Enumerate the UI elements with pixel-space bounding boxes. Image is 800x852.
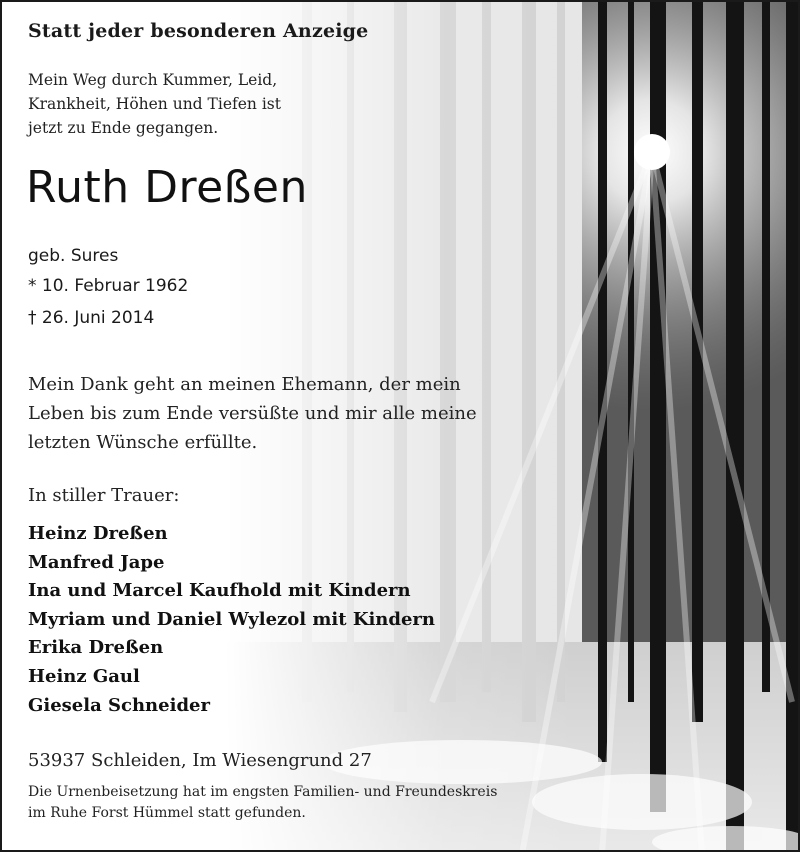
thanks-text [28,370,477,457]
mourner: Erika Dreßen [28,637,164,659]
poem-line: Krankheit, Höhen und Tiefen ist [28,95,281,113]
thanks-line: Mein Dank geht an meinen Ehemann, der mein [28,374,461,395]
poem-line: Mein Weg durch Kummer, Leid, [28,71,278,89]
mourner: Giesela Schneider [28,694,210,716]
mourner: Manfred Jape [28,551,165,573]
burial-line: im Ruhe Forst Hümmel statt gefunden. [28,805,306,821]
poem [28,68,281,140]
mourner: Myriam und Daniel Wylezol mit Kindern [28,608,436,630]
mourners-list [28,520,435,720]
birth-name: geb. Sures [28,246,119,266]
birth-date: * 10. Februar 1962 [28,276,189,296]
burial-note [28,782,497,824]
mourner: Ina und Marcel Kaufhold mit Kindern [28,580,411,602]
notice-heading: Statt jeder besonderen Anzeige [28,20,369,42]
thanks-line: letzten Wünsche erfüllte. [28,432,258,453]
burial-line: Die Urnenbeisetzung hat im engsten Familien- und Freundeskreis [28,784,498,800]
death-date: † 26. Juni 2014 [28,308,155,328]
thanks-line: Leben bis zum Ende versüßte und mir alle meine [28,403,477,424]
mourning-label: In stiller Trauer: [28,485,180,506]
deceased-name: Ruth Dreßen [26,162,308,213]
mourner: Heinz Gaul [28,665,140,687]
mourner: Heinz Dreßen [28,523,168,544]
poem-line: jetzt zu Ende gegangen. [28,119,219,137]
address: 53937 Schleiden, Im Wiesengrund 27 [28,750,372,771]
